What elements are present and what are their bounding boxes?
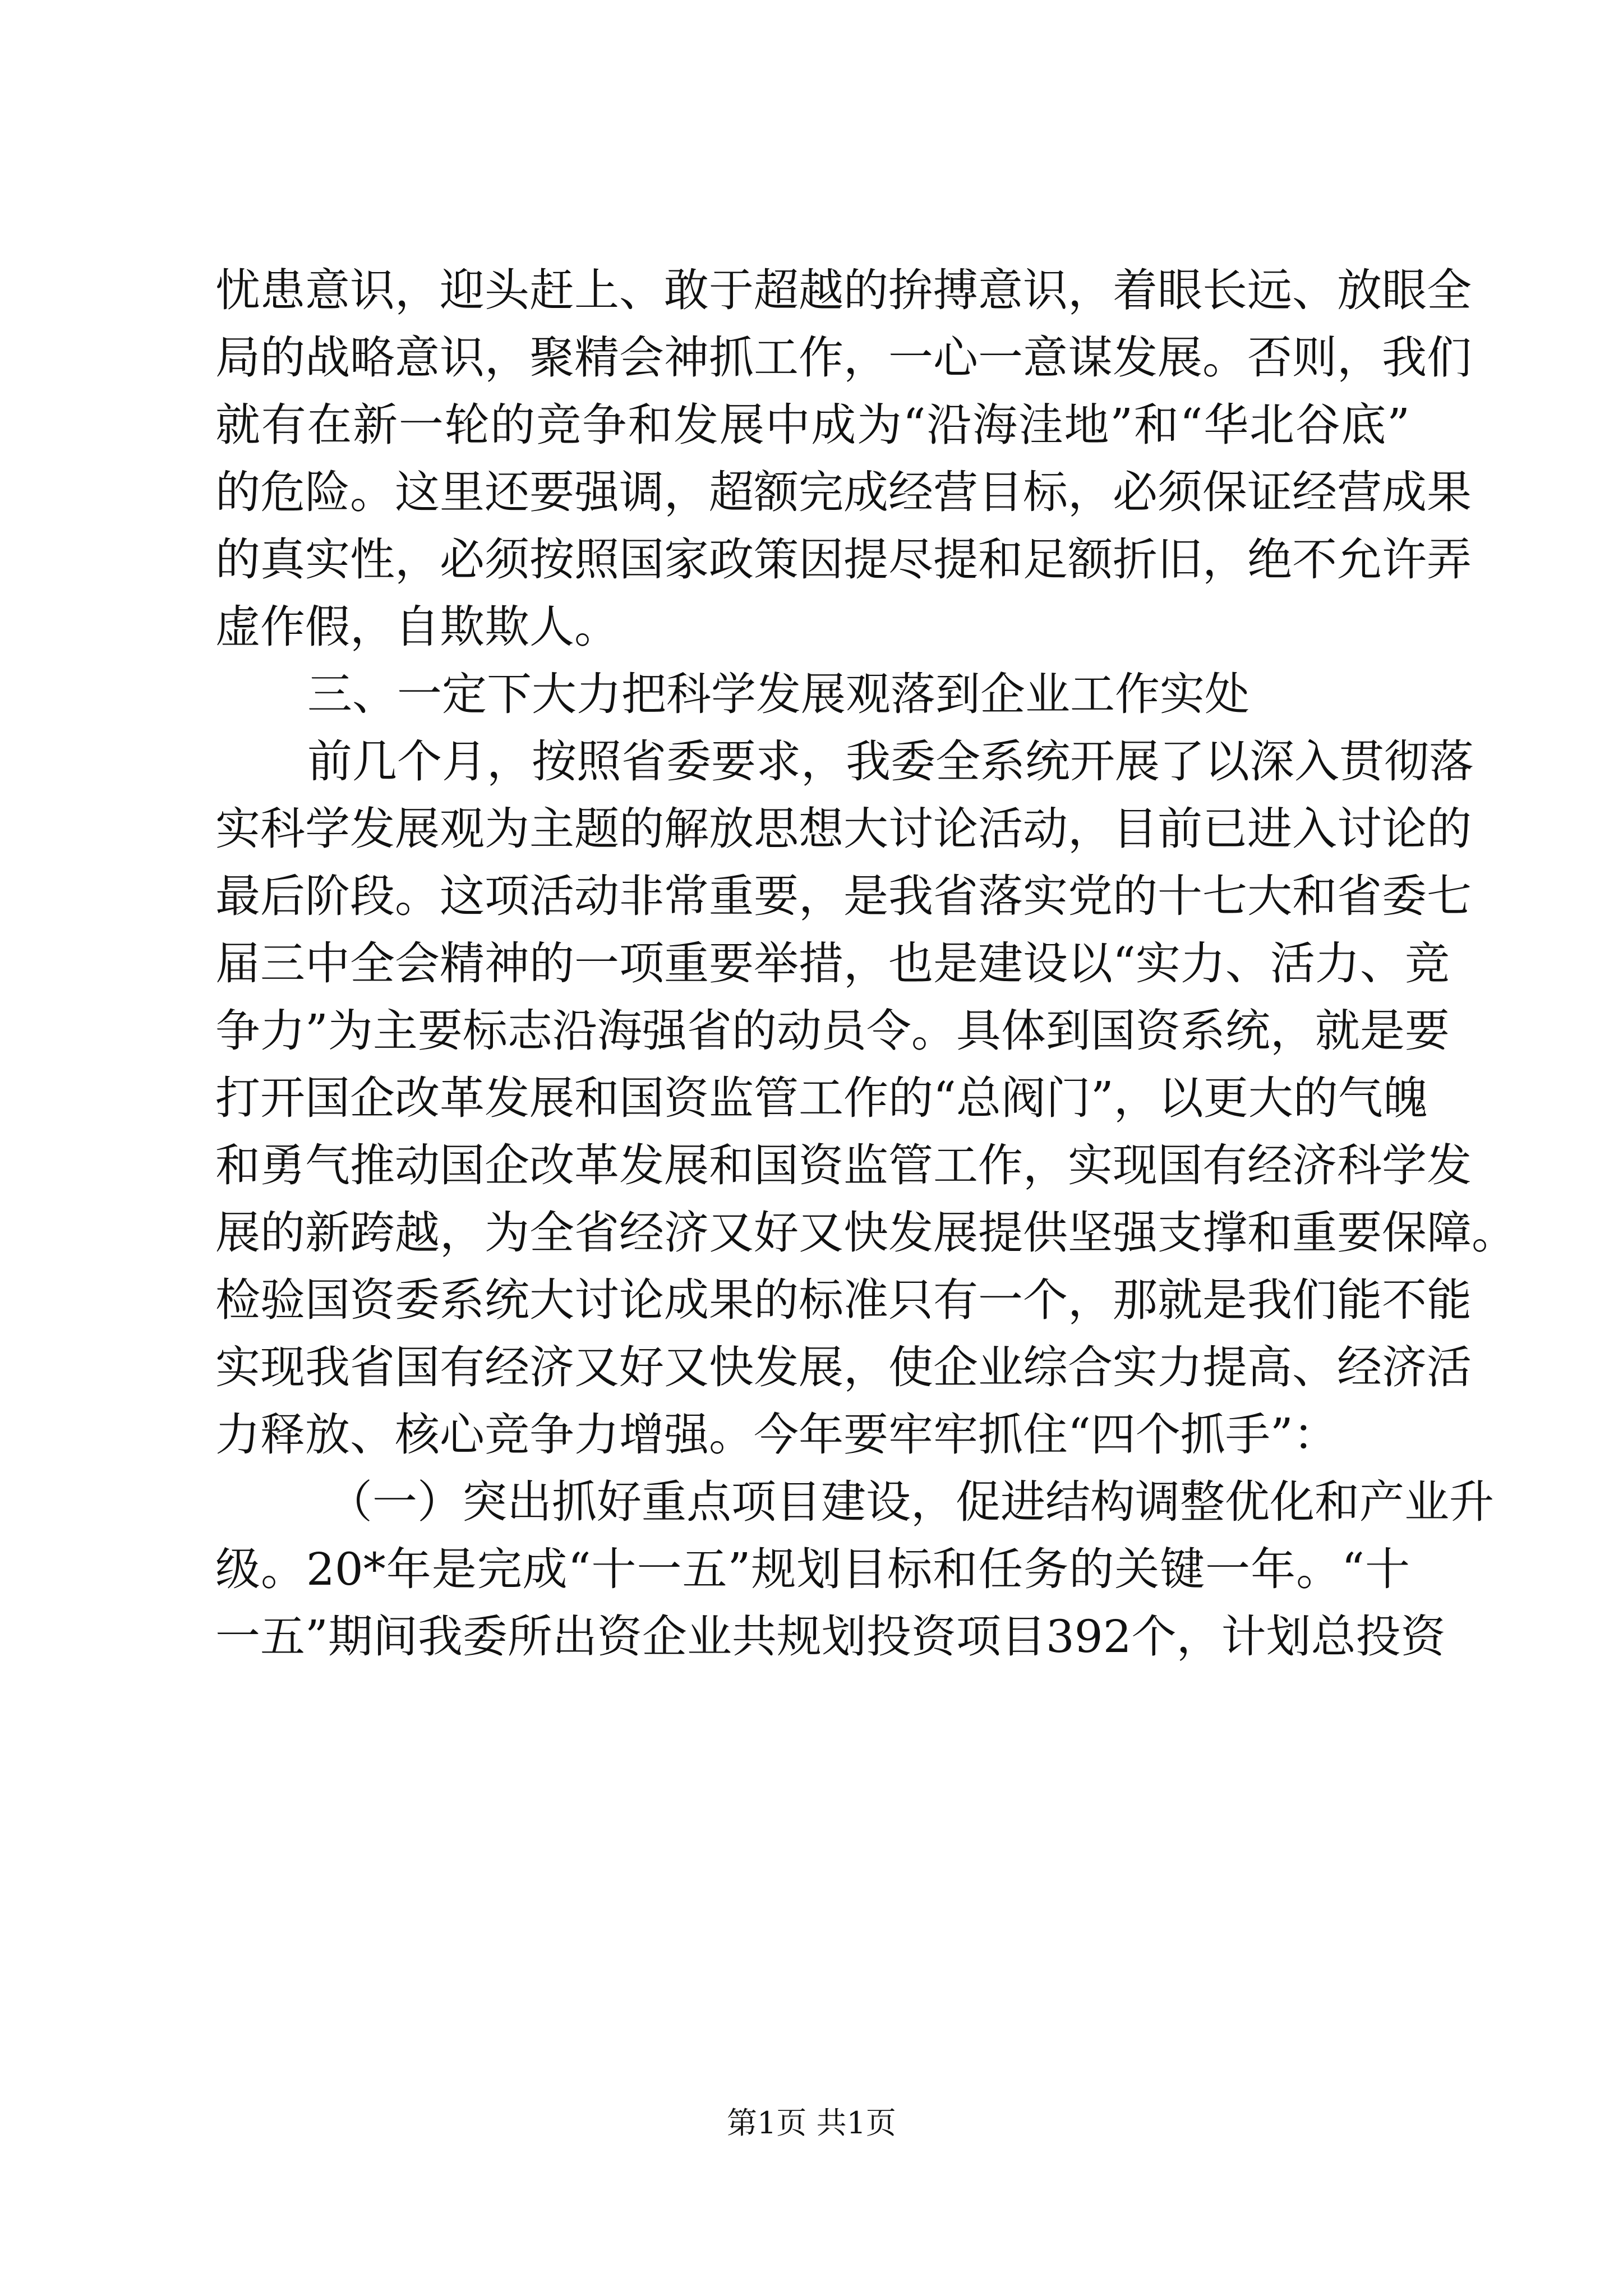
- page-footer: 第1页 共1页: [727, 2105, 896, 2141]
- text-line: （一）突出抓好重点项目建设，促进结构调整优化和产业升: [328, 1476, 1494, 1528]
- text-line: 的真实性，必须按照国家政策因提尽提和足额折旧，绝不允许弄: [215, 533, 1472, 586]
- text-line: 实现我省国有经济又好又快发展，使企业综合实力提高、经济活: [215, 1341, 1472, 1393]
- text-line: 的危险。这里还要强调，超额完成经营目标，必须保证经营成果: [215, 466, 1472, 518]
- text-line: 争力”为主要标志沿海强省的动员令。具体到国资系统，就是要: [215, 1005, 1450, 1057]
- text-line: 虚作假，自欺欺人。: [215, 601, 619, 653]
- text-line: 三、一定下大力把科学发展观落到企业工作实处: [307, 668, 1249, 720]
- text-line: 就有在新一轮的竞争和发展中成为“沿海洼地”和“华北谷底”: [215, 399, 1410, 451]
- text-line: 届三中全会精神的一项重要举措，也是建设以“实力、活力、竞: [215, 937, 1450, 990]
- text-line: 检验国资委系统大讨论成果的标准只有一个，那就是我们能不能: [215, 1274, 1472, 1326]
- text-line: 展的新跨越，为全省经济又好又快发展提供坚强支撑和重要保障。: [215, 1207, 1516, 1259]
- text-line: 打开国企改革发展和国资监管工作的“总阀门”，以更大的气魄: [215, 1072, 1428, 1124]
- text-line: 一五”期间我委所出资企业共规划投资项目392个，计划总投资: [215, 1611, 1446, 1663]
- text-line: 实科学发展观为主题的解放思想大讨论活动，目前已进入讨论的: [215, 803, 1472, 855]
- text-line: 和勇气推动国企改革发展和国资监管工作，实现国有经济科学发: [215, 1139, 1472, 1191]
- text-line: 力释放、核心竞争力增强。今年要牢牢抓住“四个抓手”：: [215, 1409, 1338, 1461]
- text-line: 忧患意识，迎头赶上、敢于超越的拚搏意识，着眼长远、放眼全: [215, 264, 1472, 316]
- text-line: 前几个月，按照省委要求，我委全系统开展了以深入贯彻落: [307, 735, 1474, 788]
- body-text: [215, 257, 1516, 1671]
- text-line: 最后阶段。这项活动非常重要，是我省落实党的十七大和省委七: [215, 870, 1472, 922]
- text-line: 级。20*年是完成“十一五”规划目标和任务的关键一年。“十: [215, 1543, 1410, 1595]
- text-line: 局的战略意识，聚精会神抓工作，一心一意谋发展。否则，我们: [215, 332, 1472, 384]
